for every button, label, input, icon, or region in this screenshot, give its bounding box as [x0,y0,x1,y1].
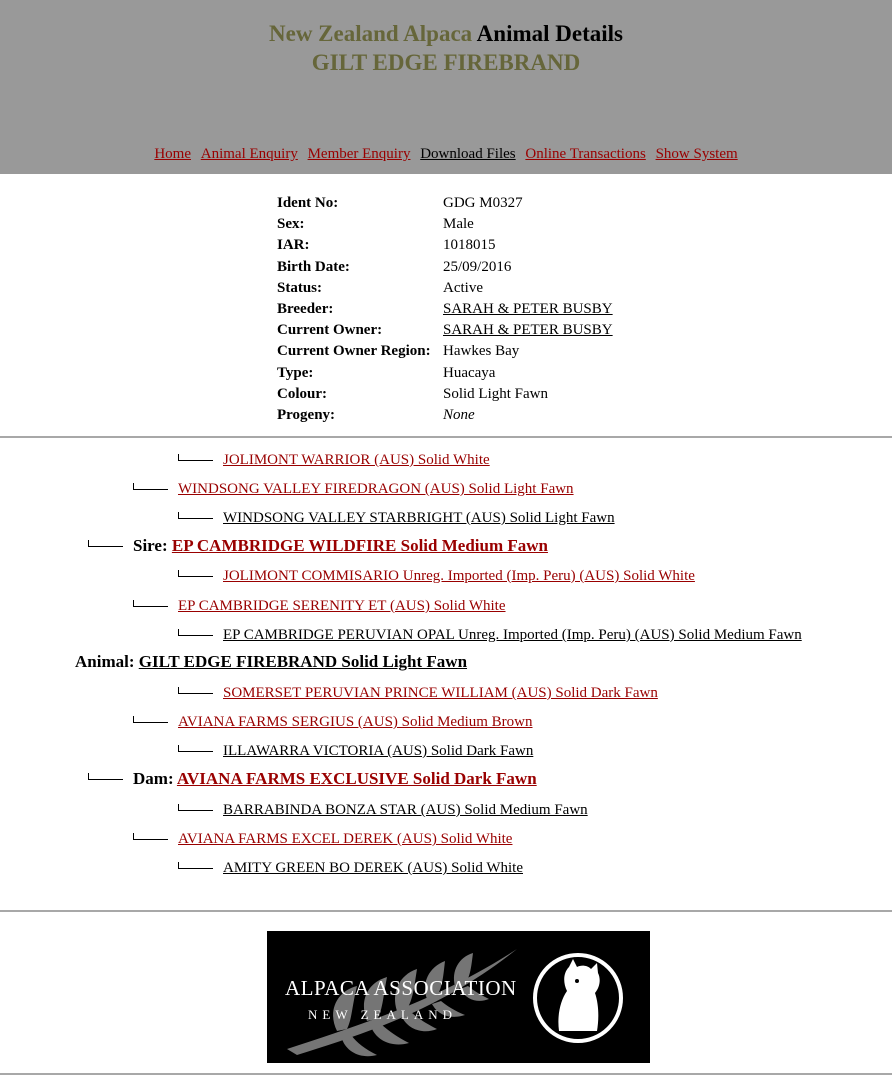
pedigree-dam-sire: AVIANA FARMS SERGIUS (AUS) Solid Medium Brown [133,712,533,732]
pedigree-animal: Animal: GILT EDGE FIREBRAND Solid Light Fawn [75,652,468,671]
pedigree-sire: Sire: EP CAMBRIDGE WILDFIRE Solid Medium Fawn [88,536,548,556]
pedigree-dam-sire-dam: ILLAWARRA VICTORIA (AUS) Solid Dark Fawn [178,741,533,761]
pedigree-dam-dam-sire: BARRABINDA BONZA STAR (AUS) Solid Medium Fawn [178,800,588,820]
nav-bar [0,144,892,164]
logo-line2: NEW ZEALAND [308,1007,457,1022]
pedigree-dam-dam-dam: AMITY GREEN BO DEREK (AUS) Solid White [178,858,523,878]
page-header [0,0,892,174]
pedigree-dam: Dam: AVIANA FARMS EXCLUSIVE Solid Dark Fawn [88,769,537,789]
nav-online-transactions-link[interactable]: Online Transactions [525,146,646,162]
breeder-link[interactable]: SARAH & PETER BUSBY [443,300,613,317]
nav-animal-enquiry-link[interactable]: Animal Enquiry [200,146,298,162]
pedigree-sire-sire-dam: WINDSONG VALLEY STARBRIGHT (AUS) Solid Light Fawn [178,508,615,528]
pedigree-sire-dam: EP CAMBRIDGE SERENITY ET (AUS) Solid White [133,596,506,616]
page-title: New Zealand Alpaca Animal Details [269,21,623,46]
pedigree-sire-dam-sire: JOLIMONT COMMISARIO Unreg. Imported (Imp. Peru) (AUS) Solid White [178,566,695,586]
nav-member-enquiry-link[interactable]: Member Enquiry [307,146,411,162]
dam-link[interactable]: AVIANA FARMS EXCLUSIVE Solid Dark Fawn [176,769,537,788]
nav-show-system-link[interactable]: Show System [655,146,738,162]
nav-home-link[interactable]: Home [154,146,191,162]
pedigree-sire-dam-dam: EP CAMBRIDGE PERUVIAN OPAL Unreg. Imported (Imp. Peru) (AUS) Solid Medium Fawn [178,625,802,645]
pedigree-dam-sire-sire: SOMERSET PERUVIAN PRINCE WILLIAM (AUS) Solid Dark Fawn [178,683,658,703]
divider [0,910,892,912]
pedigree-dam-dam: AVIANA FARMS EXCEL DEREK (AUS) Solid White [133,829,512,849]
sire-link[interactable]: EP CAMBRIDGE WILDFIRE Solid Medium Fawn [171,536,548,555]
divider [0,436,892,438]
current-owner-link[interactable]: SARAH & PETER BUSBY [443,322,613,339]
nav-download-files-link[interactable]: Download Files [420,146,516,162]
pedigree-sire-sire-sire: JOLIMONT WARRIOR (AUS) Solid White [178,450,490,470]
logo-line1: ALPACA ASSOCIATION [285,976,517,1000]
alpaca-association-logo[interactable] [267,931,650,1063]
animal-name-heading: GILT EDGE FIREBRAND [311,50,581,75]
pedigree-sire-sire: WINDSONG VALLEY FIREDRAGON (AUS) Solid Light Fawn [133,479,574,499]
divider [0,1073,892,1075]
animal-link[interactable]: GILT EDGE FIREBRAND Solid Light Fawn [138,652,468,671]
